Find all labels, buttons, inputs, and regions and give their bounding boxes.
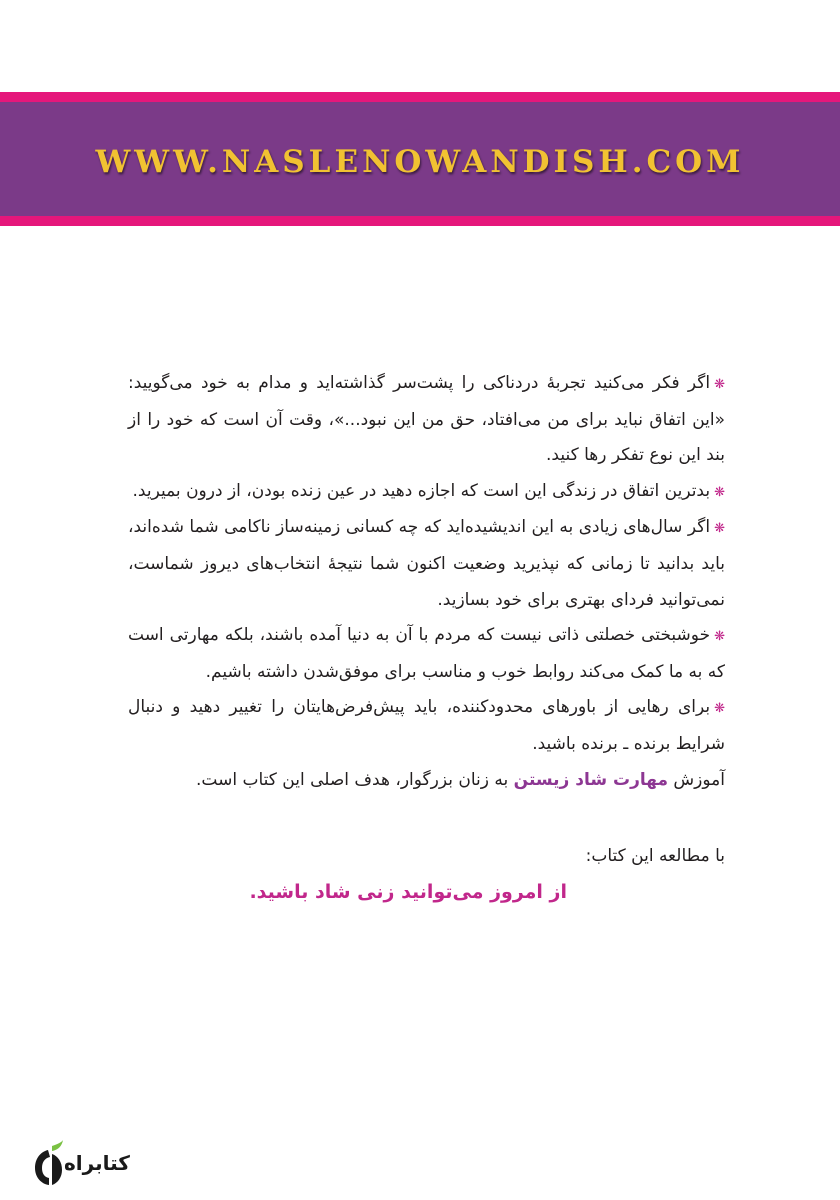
bullet-star-icon: ❋ <box>714 629 725 645</box>
book-topic-highlight: مهارت شاد زیستن <box>513 769 669 790</box>
bullet-star-icon: ❋ <box>714 377 725 392</box>
paragraph-5: ❋برای رهایی از باورهای محدودکننده، باید پیش‌فرض‌هایتان را تغییر دهید و دنبال شرایط برنده ـ برنده باشید. <box>128 697 725 754</box>
intro-line: با مطالعه این کتاب: <box>585 846 725 866</box>
header-banner <box>0 92 840 226</box>
website-url: WWW.NASLENOWANDISH.COM <box>95 144 745 180</box>
paragraph-3: ❋اگر سال‌های زیادی به این اندیشیده‌اید که چه کسانی زمینه‌ساز ناکامی شما شده‌اند، باید بدانید تا زمانی که نپذیرید وضعیت اکنون شما نتیجهٔ انتخاب‌های دیروز شماست، نمی‌توانید فردای بهتری برای خود بسازید. <box>128 517 725 610</box>
publisher-logo <box>34 1136 134 1190</box>
leaf-logo-icon <box>34 1140 64 1186</box>
paragraph-1: ❋اگر فکر می‌کنید تجربهٔ دردناکی را پشت‌سر گذاشته‌اید و مدام به خود می‌گویید: «این اتفاق نباید برای من می‌افتاد، حق من این نبود...»، وقت آن است که خود را از بند این نوع تفکر رها کنید. <box>128 373 725 466</box>
body-text <box>128 366 725 798</box>
slogan: از امروز می‌توانید زنی شاد باشید. <box>249 881 567 903</box>
bullet-star-icon: ❋ <box>714 701 725 717</box>
publisher-name: کتابراه <box>64 1151 130 1175</box>
closing-paragraph: آموزش مهارت شاد زیستن به زنان بزرگوار، هدف اصلی این کتاب است. <box>196 769 725 790</box>
bullet-star-icon: ❋ <box>714 484 725 500</box>
paragraph-2: ❋بدترین اتفاق در زندگی این است که اجازه دهید در عین زنده بودن، از درون بمیرید. <box>132 480 725 501</box>
bullet-star-icon: ❋ <box>714 521 725 537</box>
paragraph-4: ❋خوشبختی خصلتی ذاتی نیست که مردم با آن به دنیا آمده باشند، بلکه مهارتی است که به ما کمک می‌کند روابط خوب و مناسب برای موفق‌شدن داشته باشیم. <box>128 625 725 682</box>
